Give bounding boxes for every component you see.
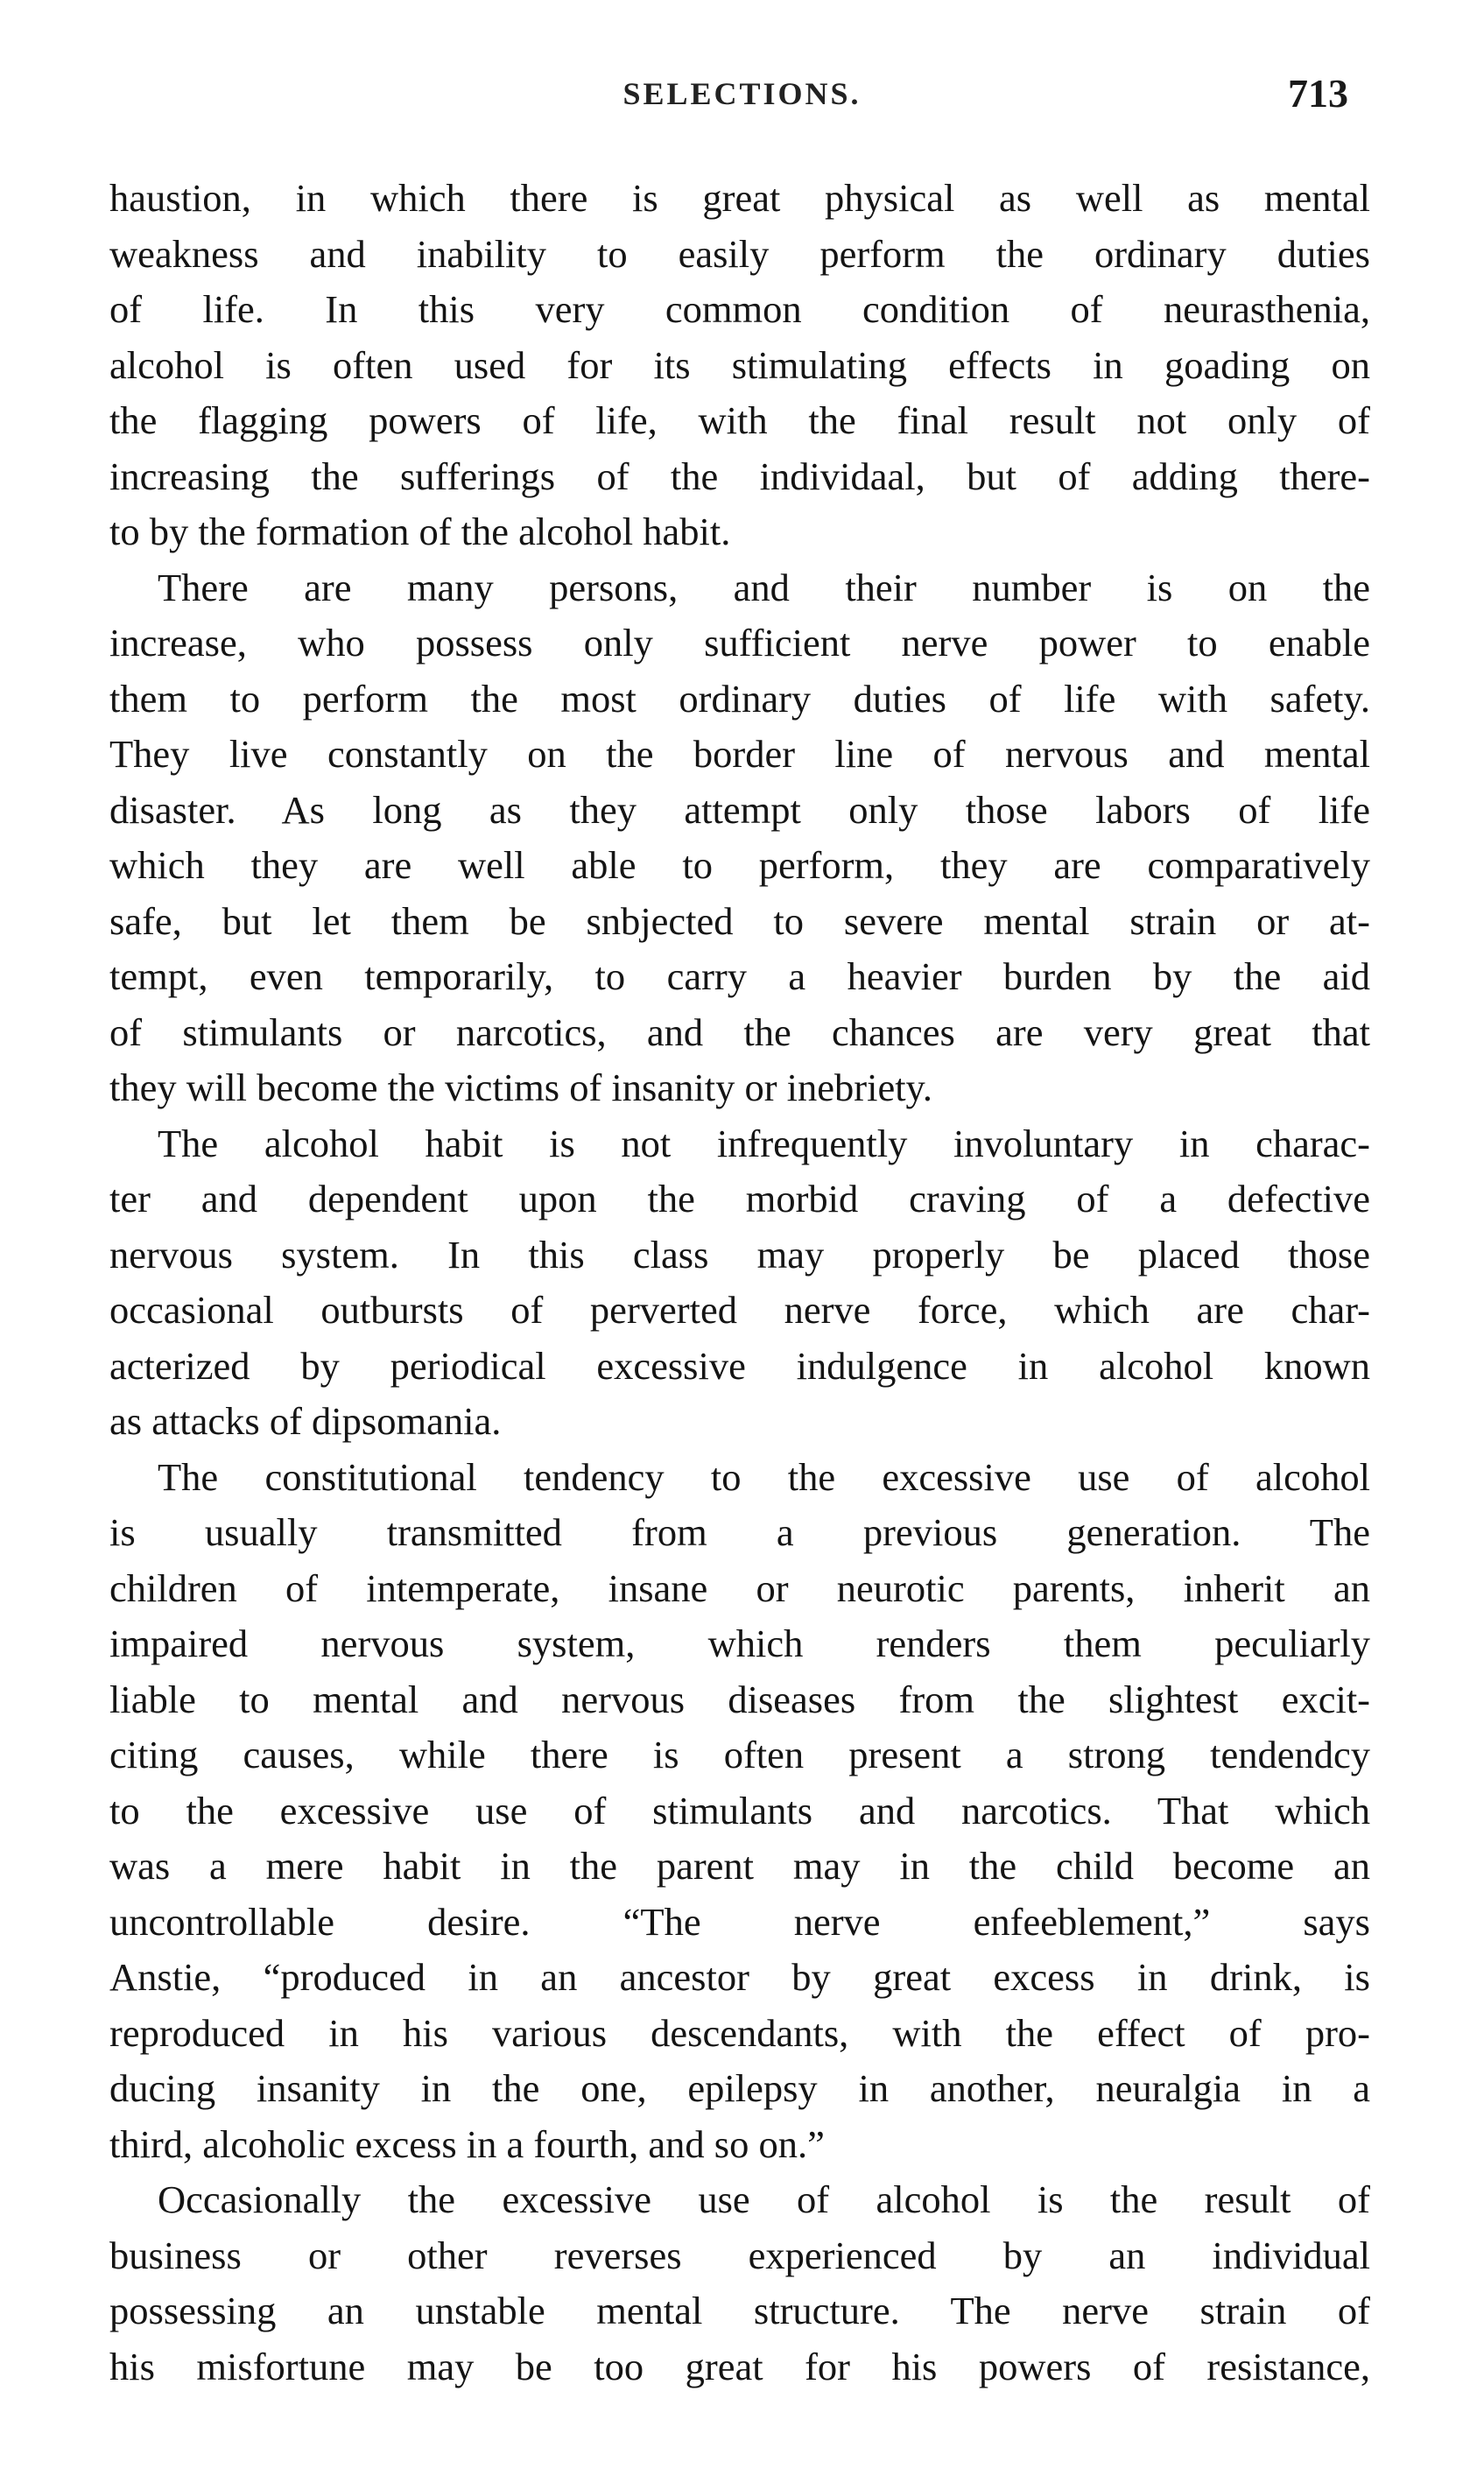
paragraph [109, 1116, 1370, 1450]
text-line: increasing the sufferings of the individaal, but of adding there- [109, 454, 1370, 498]
text-line: liable to mental and nervous diseases from the slightest excit- [109, 1677, 1370, 1721]
text-line: ducing insanity in the one, epilepsy in another, neuralgia in a [109, 2066, 1370, 2110]
text-line: them to perform the most ordinary duties of life with safety. [109, 676, 1370, 721]
text-line: is usually transmitted from a previous generation. The [109, 1510, 1370, 1554]
text-line: The constitutional tendency to the excessive use of alcohol [158, 1454, 1370, 1499]
paragraph [109, 171, 1370, 560]
text-line: nervous system. In this class may properly be placed those [109, 1232, 1370, 1277]
text-line: possessing an unstable mental structure. The nerve strain of [109, 2289, 1370, 2332]
text-line: they will become the victims of insanity or inebriety. [109, 1066, 933, 1109]
text-line: occasional outbursts of perverted nerve force, which are char- [109, 1288, 1370, 1332]
text-line: disaster. As long as they attempt only those labors of life [109, 787, 1370, 832]
text-line: acterized by periodical excessive indulgence in alcohol known [109, 1343, 1370, 1388]
text-line: Anstie, “produced in an ancestor by great excess in drink, is [109, 1955, 1370, 1999]
text-line: the flagging powers of life, with the final result not only of [109, 398, 1370, 442]
text-line: haustion, in which there is great physical as well as mental [109, 176, 1370, 220]
text-line: weakness and inability to easily perform the ordinary duties [109, 231, 1370, 276]
text-line: increase, who possess only sufficient nerve power to enable [109, 621, 1370, 665]
text-line: tempt, even temporarily, to carry a heavier burden by the aid [109, 954, 1370, 998]
text-line: to by the formation of the alcohol habit. [109, 510, 731, 553]
page-number: 713 [1288, 71, 1348, 116]
paragraph [109, 2172, 1370, 2395]
text-line: was a mere habit in the parent may in the child become an [109, 1844, 1370, 1888]
body-text [109, 171, 1370, 2395]
text-line: The alcohol habit is not infrequently involuntary in charac- [158, 1121, 1370, 1165]
text-line: his misfortune may be too great for his powers of resistance, [109, 2344, 1370, 2388]
text-line: safe, but let them be snbjected to severe mental strain or at- [109, 898, 1370, 943]
text-line: third, alcoholic excess in a fourth, and so on.” [109, 2121, 825, 2166]
text-line: children of intemperate, insane or neurotic parents, inherit an [109, 1565, 1370, 1610]
text-line: of life. In this very common condition of neurasthenia, [109, 287, 1370, 331]
text-line: as attacks of dipsomania. [109, 1399, 502, 1443]
text-line: reproduced in his various descendants, with the effect of pro- [109, 2010, 1370, 2055]
text-line: to the excessive use of stimulants and narcotics. That which [109, 1788, 1370, 1832]
running-title: SELECTIONS. [622, 76, 862, 111]
running-head [109, 71, 1375, 128]
text-line: ter and dependent upon the morbid craving of a defective [109, 1177, 1370, 1220]
text-line: They live constantly on the border line of nervous and mental [109, 732, 1370, 776]
text-line: citing causes, while there is often present a strong tendendcy [109, 1733, 1370, 1776]
text-line: business or other reverses experienced by an individual [109, 2233, 1370, 2277]
paragraph [109, 560, 1370, 1116]
text-line: which they are well able to perform, they are comparatively [109, 843, 1370, 887]
text-line: uncontrollable desire. “The nerve enfeeblement,” says [109, 1899, 1370, 1944]
text-line: alcohol is often used for its stimulating effects in goading on [109, 342, 1370, 387]
text-line: Occasionally the excessive use of alcohol is the result of [158, 2177, 1370, 2221]
text-line: of stimulants or narcotics, and the chances are very great that [109, 1009, 1370, 1054]
text-line: There are many persons, and their number is on the [158, 565, 1370, 609]
text-line: impaired nervous system, which renders them peculiarly [109, 1621, 1370, 1665]
paragraph [109, 1450, 1370, 2173]
